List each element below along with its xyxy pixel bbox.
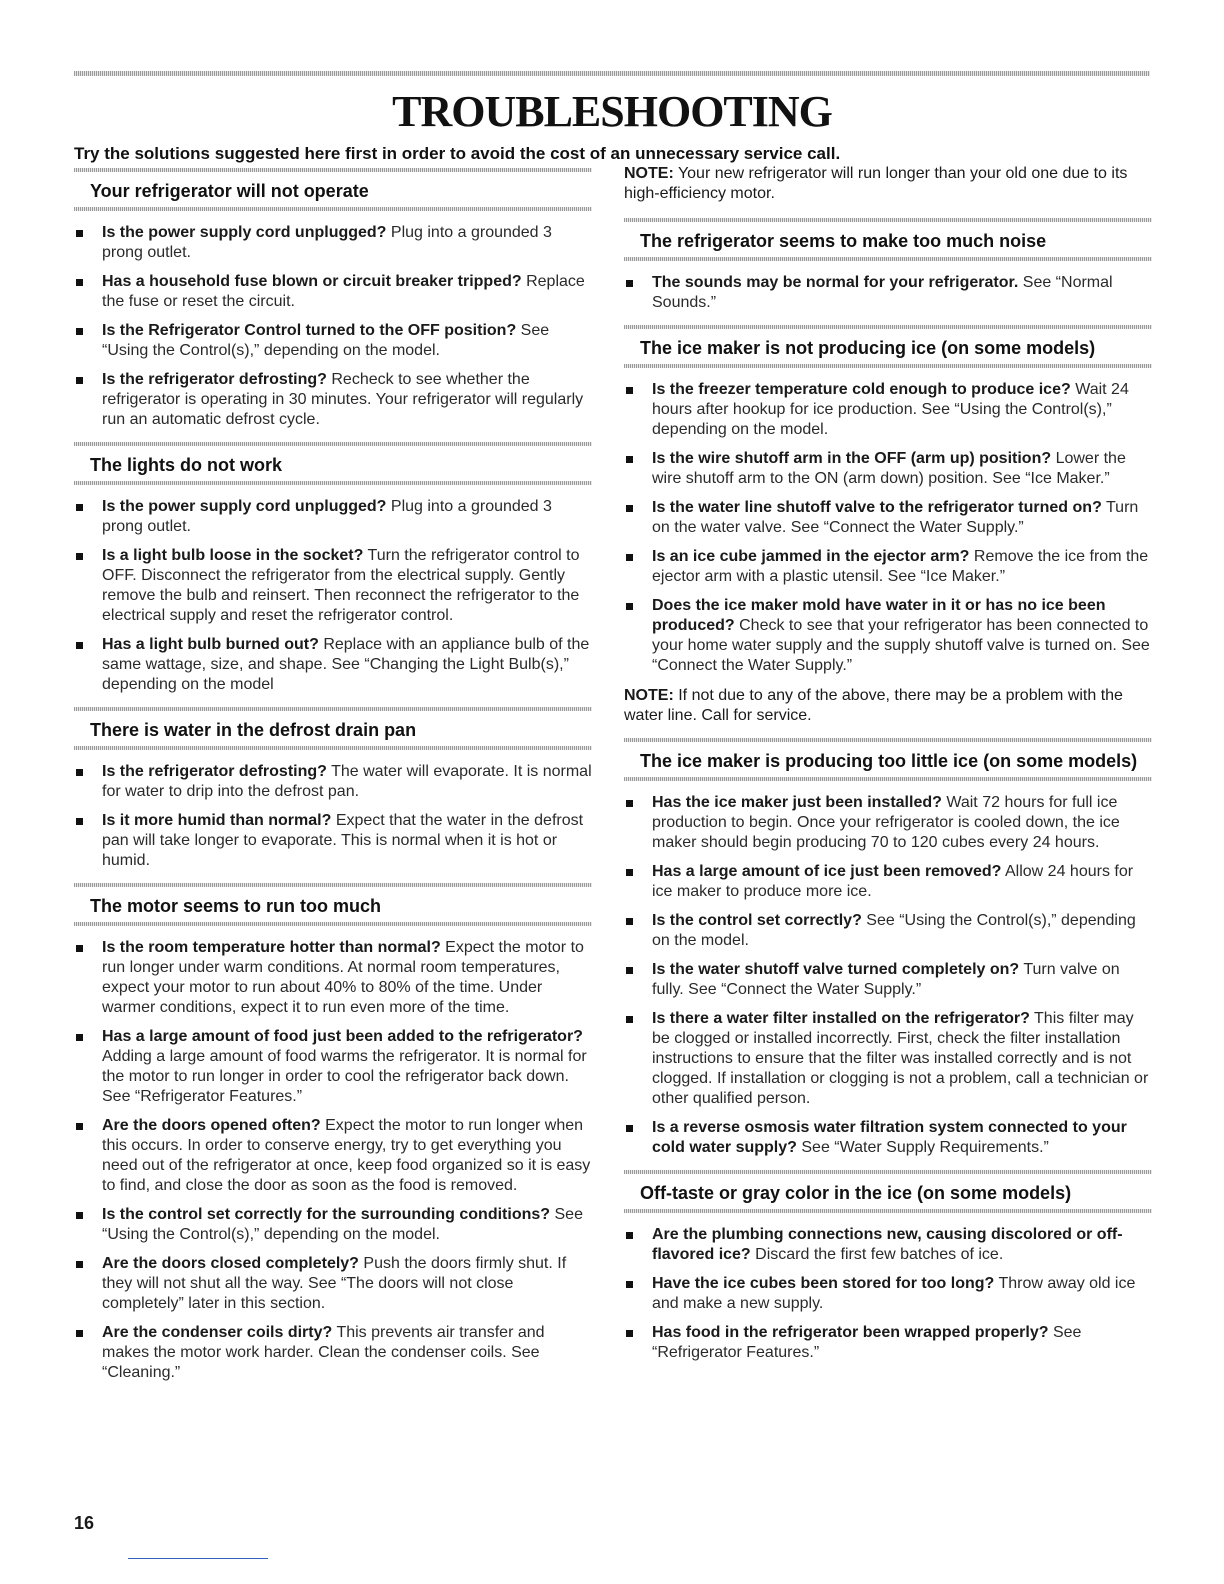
answer-text: Expect that the water in the defrost pan will take longer to evaporate. This is normal when it is hot or humid. [102,812,584,869]
list-item [74,1205,592,1245]
footer-line [128,1558,268,1559]
answer-text: Allow 24 hours for ice maker to produce more ice. [652,863,1134,900]
list-item [74,321,592,361]
answer-text: See “Using the Control(s),” depending on the model. [102,1206,583,1243]
section-heading: The ice maker is producing too little ice (on some models) [624,738,1152,781]
list-item [74,1323,592,1383]
question-text: Has a light bulb burned out? [102,636,319,653]
list-item [74,938,592,1018]
question-text: Is a reverse osmosis water filtration system connected to your cold water supply? [652,1119,1127,1156]
list-item [624,273,1152,313]
question-text: Is the refrigerator defrosting? [102,371,327,388]
question-text: Are the condenser coils dirty? [102,1324,333,1341]
note-text: If not due to any of the above, there may be a problem with the water line. Call for service. [624,687,1123,724]
question-text: Is there a water filter installed on the refrigerator? [652,1010,1030,1027]
list-item [74,546,592,626]
answer-text: This filter may be clogged or installed incorrectly. First, check the filter installation instructions to ensure that the filter was installed correctly and is not clogged. If installation or clogging is not a problem, call a technician or other qualified person. [652,1010,1149,1107]
note-label: NOTE: [624,165,674,182]
question-text: Has a household fuse blown or circuit breaker tripped? [102,273,522,290]
answer-text: See “Using the Control(s),” depending on the model. [102,322,550,359]
section-the-refrigerator-seems-to-make-too-much-noise [624,218,1152,313]
answer-text: Plug into a grounded 3 prong outlet. [102,224,552,261]
question-text: Is the water shutoff valve turned completely on? [652,961,1020,978]
question-text: The sounds may be normal for your refrigerator. [652,274,1019,291]
question-text: Is the room temperature hotter than normal? [102,939,441,956]
answer-text: See “Water Supply Requirements.” [801,1139,1049,1156]
section-heading: The refrigerator seems to make too much noise [624,218,1152,261]
answer-text: See “Normal Sounds.” [652,274,1113,311]
list-item [74,1254,592,1314]
list-item [74,762,592,802]
right-sections [624,218,1152,1363]
note-efficiency [624,164,1152,204]
list-item [74,811,592,871]
question-text: Is the freezer temperature cold enough to produce ice? [652,381,1071,398]
list-item [624,1274,1152,1314]
list-item [74,635,592,695]
question-text: Has food in the refrigerator been wrapped properly? [652,1324,1049,1341]
answer-text: This prevents air transfer and makes the motor work harder. Clean the condenser coils. See “Cleaning.” [102,1324,545,1381]
list-item [74,1116,592,1196]
answer-text: Expect the motor to run longer when this occurs. In order to conserve energy, try to get everything you need out of the refrigerator at once, keep food organized so it is easy to find, and close the door as soon as the food is removed. [102,1117,591,1194]
list-item [624,911,1152,951]
troubleshooting-list [624,380,1152,676]
question-text: Is the power supply cord unplugged? [102,224,387,241]
section-the-ice-maker-is-producing-too-little-ice-on-some-models [624,738,1152,1158]
question-text: Are the plumbing connections new, causing discolored or off-flavored ice? [652,1226,1123,1263]
page-number: 16 [74,1513,95,1533]
section-off-taste-or-gray-color-in-the-ice-on-some-models [624,1170,1152,1363]
list-item [74,1027,592,1107]
section-heading: The ice maker is not producing ice (on some models) [624,325,1152,368]
list-item [74,497,592,537]
list-item [624,596,1152,676]
list-item [74,370,592,430]
answer-text: Turn the refrigerator control to OFF. Disconnect the refrigerator from the electrical supply. Gently remove the bulb and reinsert. Then reconnect the refrigerator to the electrical supply and reset the refrigerator control. [102,547,580,624]
list-item [624,1118,1152,1158]
question-text: Is a light bulb loose in the socket? [102,547,364,564]
question-text: Is the water line shutoff valve to the refrigerator turned on? [652,499,1102,516]
section-the-motor-seems-to-run-too-much [74,883,592,1383]
section-heading: The motor seems to run too much [74,883,592,926]
question-text: Has a large amount of ice just been removed? [652,863,1002,880]
question-text: Has a large amount of food just been added to the refrigerator? [102,1028,583,1045]
list-item [624,960,1152,1000]
list-item [74,223,592,263]
answer-text: Push the doors firmly shut. If they will not shut all the way. See “The doors will not close completely” later in this section. [102,1255,567,1312]
answer-text: See “Refrigerator Features.” [652,1324,1082,1361]
answer-text: Plug into a grounded 3 prong outlet. [102,498,552,535]
list-item [624,547,1152,587]
question-text: Has the ice maker just been installed? [652,794,942,811]
question-text: Is the Refrigerator Control turned to the OFF position? [102,322,517,339]
section-heading: Off-taste or gray color in the ice (on some models) [624,1170,1152,1213]
answer-text: Throw away old ice and make a new supply. [652,1275,1136,1312]
list-item [74,272,592,312]
troubleshooting-list [624,1225,1152,1363]
list-item [624,1225,1152,1265]
section-heading: There is water in the defrost drain pan [74,707,592,750]
intro-text: Try the solutions suggested here first in order to avoid the cost of an unnecessary service call. [74,144,841,163]
troubleshooting-list [74,223,592,430]
troubleshooting-list [624,273,1152,313]
question-text: Are the doors opened often? [102,1117,321,1134]
section-heading: The lights do not work [74,442,592,485]
question-text: Does the ice maker mold have water in it or has no ice been produced? [652,597,1106,634]
question-text: Is the control set correctly for the surrounding conditions? [102,1206,551,1223]
top-divider [74,71,1150,76]
answer-text: Adding a large amount of food warms the refrigerator. It is normal for the motor to run longer in order to cool the refrigerator back down. See “Refrigerator Features.” [102,1048,587,1105]
section-heading: Your refrigerator will not operate [74,168,592,211]
answer-text: Replace the fuse or reset the circuit. [102,273,585,310]
answer-text: The water will evaporate. It is normal for water to drip into the defrost pan. [102,763,592,800]
answer-text: Remove the ice from the ejector arm with a plastic utensil. See “Ice Maker.” [652,548,1149,585]
section-the-lights-do-not-work [74,442,592,695]
section-your-refrigerator-will-not-operate [74,168,592,430]
question-text: Is the wire shutoff arm in the OFF (arm up) position? [652,450,1052,467]
question-text: Have the ice cubes been stored for too long? [652,1275,995,1292]
note-label: NOTE: [624,687,674,704]
question-text: Is the control set correctly? [652,912,862,929]
answer-text: Lower the wire shutoff arm to the ON (arm down) position. See “Ice Maker.” [652,450,1126,487]
question-text: Are the doors closed completely? [102,1255,359,1272]
troubleshooting-list [74,762,592,871]
answer-text: Expect the motor to run longer under warm conditions. At normal room temperatures, expect your motor to run about 40% to 80% of the time. Under warmer conditions, expect it to run even more of the time. [102,939,584,1016]
right-column [624,164,1152,1375]
note-text: Your new refrigerator will run longer than your old one due to its high-efficiency motor. [624,165,1128,202]
answer-text: Check to see that your refrigerator has been connected to your home water supply and the supply shutoff valve is turned on. See “Connect the Water Supply.” [652,617,1150,674]
troubleshooting-list [74,497,592,695]
list-item [624,1009,1152,1109]
answer-text: Wait 72 hours for full ice production to begin. Once your refrigerator is cooled down, the ice maker should begin producing 70 to 120 cubes every 24 hours. [652,794,1120,851]
list-item [624,449,1152,489]
list-item [624,498,1152,538]
answer-text: Turn on the water valve. See “Connect the Water Supply.” [652,499,1139,536]
list-item [624,793,1152,853]
troubleshooting-list [624,793,1152,1158]
answer-text: Wait 24 hours after hookup for ice production. See “Using the Control(s),” depending on the model. [652,381,1129,438]
section-the-ice-maker-is-not-producing-ice-on-some-models [624,325,1152,726]
answer-text: Replace with an appliance bulb of the same wattage, size, and shape. See “Changing the Light Bulb(s),” depending on the model [102,636,590,693]
section-note [624,686,1152,726]
left-column [74,168,592,1395]
list-item [624,1323,1152,1363]
answer-text: See “Using the Control(s),” depending on the model. [652,912,1136,949]
question-text: Is it more humid than normal? [102,812,332,829]
answer-text: Turn valve on fully. See “Connect the Water Supply.” [652,961,1120,998]
page-title: TROUBLESHOOTING [392,87,832,136]
question-text: Is an ice cube jammed in the ejector arm? [652,548,970,565]
answer-text: Recheck to see whether the refrigerator is operating in 30 minutes. Your refrigerator will regularly run an automatic defrost cycle. [102,371,584,428]
question-text: Is the refrigerator defrosting? [102,763,327,780]
section-there-is-water-in-the-defrost-drain-pan [74,707,592,871]
troubleshooting-list [74,938,592,1383]
question-text: Is the power supply cord unplugged? [102,498,387,515]
list-item [624,862,1152,902]
list-item [624,380,1152,440]
answer-text: Discard the first few batches of ice. [755,1246,1004,1263]
